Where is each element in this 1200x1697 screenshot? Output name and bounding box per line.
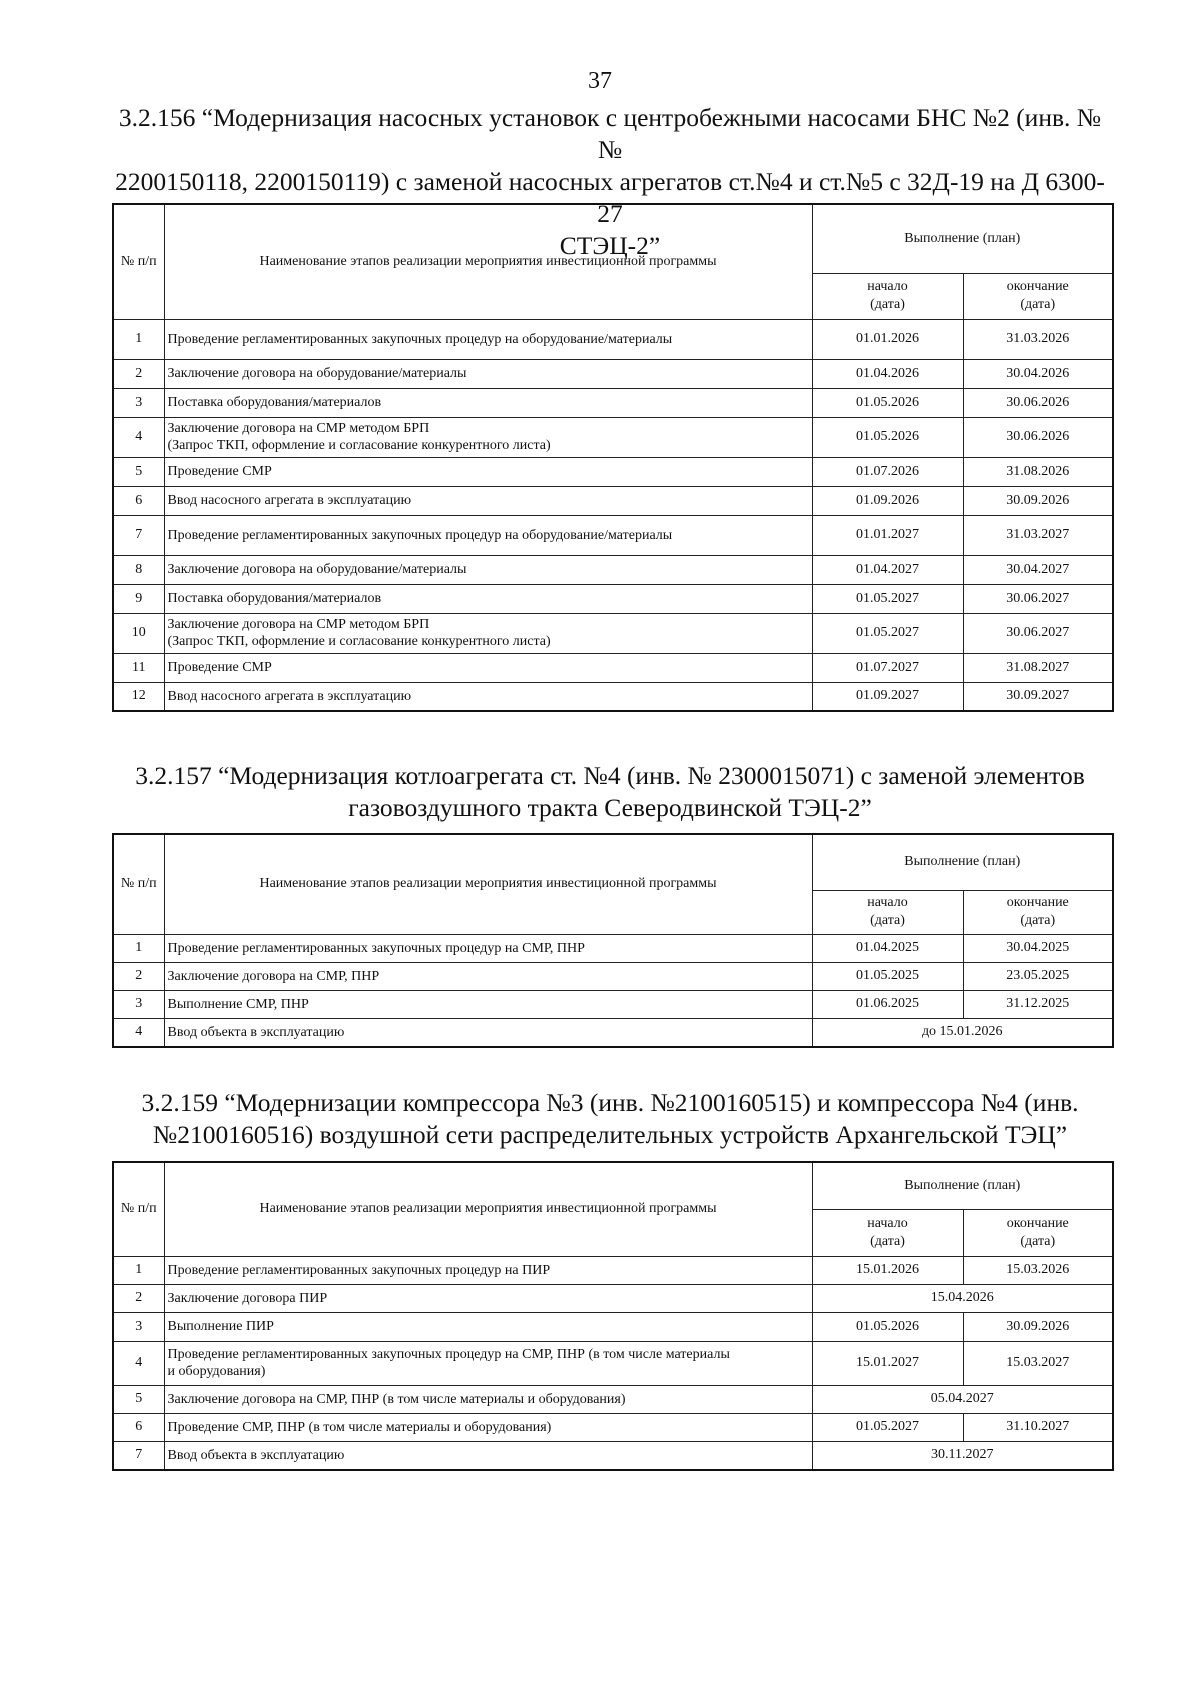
start-date: 01.01.2027 bbox=[812, 515, 963, 555]
table-row bbox=[113, 359, 1113, 388]
end-date: 30.09.2026 bbox=[963, 486, 1113, 515]
start-date: 01.05.2026 bbox=[812, 1312, 963, 1341]
section-title-3-2-159 bbox=[110, 1087, 1110, 1151]
start-date: 15.01.2027 bbox=[812, 1341, 963, 1385]
start-date: 01.09.2027 bbox=[812, 682, 963, 711]
row-number: 9 bbox=[113, 584, 164, 613]
start-date: 01.04.2027 bbox=[812, 555, 963, 584]
stage-name: Выполнение СМР, ПНР bbox=[164, 990, 812, 1018]
row-number: 4 bbox=[113, 1018, 164, 1047]
stage-name: Проведение регламентированных закупочных процедур на ПИР bbox=[164, 1256, 812, 1284]
stage-name: Проведение регламентированных закупочных процедур на оборудование/материалы bbox=[164, 515, 812, 555]
table-row bbox=[113, 1284, 1113, 1312]
header-start: начало (дата) bbox=[812, 1209, 963, 1256]
row-number: 6 bbox=[113, 486, 164, 515]
table-row bbox=[113, 682, 1113, 711]
stage-name: Заключение договора на СМР методом БРП (Запрос ТКП, оформление и согласование конкурентного листа) bbox=[164, 417, 812, 457]
end-date: 31.12.2025 bbox=[963, 990, 1113, 1018]
table-row bbox=[113, 613, 1113, 653]
start-date: 01.01.2026 bbox=[812, 319, 963, 359]
table-row bbox=[113, 417, 1113, 457]
row-number: 3 bbox=[113, 1312, 164, 1341]
stage-name: Заключение договора на оборудование/материалы bbox=[164, 359, 812, 388]
stage-name: Поставка оборудования/материалов bbox=[164, 584, 812, 613]
end-date: 30.06.2026 bbox=[963, 417, 1113, 457]
stage-name: Ввод насосного агрегата в эксплуатацию bbox=[164, 682, 812, 711]
stage-name: Ввод объекта в эксплуатацию bbox=[164, 1018, 812, 1047]
title-line: 3.2.159 “Модернизации компрессора №3 (инв. №2100160515) и компрессора №4 (инв. bbox=[141, 1088, 1079, 1117]
stage-name: Заключение договора ПИР bbox=[164, 1284, 812, 1312]
start-date: 01.05.2025 bbox=[812, 962, 963, 990]
start-date: 01.05.2026 bbox=[812, 417, 963, 457]
row-number: 8 bbox=[113, 555, 164, 584]
start-date: 01.06.2025 bbox=[812, 990, 963, 1018]
header-num: № п/п bbox=[113, 1162, 164, 1256]
stage-name: Ввод объекта в эксплуатацию bbox=[164, 1441, 812, 1470]
stage-name: Заключение договора на СМР, ПНР bbox=[164, 962, 812, 990]
end-date: 30.04.2025 bbox=[963, 934, 1113, 962]
header-num: № п/п bbox=[113, 204, 164, 319]
end-date: 30.04.2027 bbox=[963, 555, 1113, 584]
table-row bbox=[113, 1441, 1113, 1470]
start-date: 01.09.2026 bbox=[812, 486, 963, 515]
start-date: 01.05.2027 bbox=[812, 1413, 963, 1441]
merged-date: до 15.01.2026 bbox=[812, 1018, 1113, 1047]
table-row bbox=[113, 486, 1113, 515]
stage-name: Заключение договора на оборудование/материалы bbox=[164, 555, 812, 584]
merged-date: 15.04.2026 bbox=[812, 1284, 1113, 1312]
title-line: СТЭЦ-2” bbox=[559, 231, 661, 260]
row-number: 7 bbox=[113, 515, 164, 555]
row-number: 2 bbox=[113, 1284, 164, 1312]
end-date: 30.04.2026 bbox=[963, 359, 1113, 388]
page-number: 37 bbox=[588, 68, 612, 94]
row-number: 4 bbox=[113, 1341, 164, 1385]
stage-name: Проведение СМР, ПНР (в том числе материалы и оборудования) bbox=[164, 1413, 812, 1441]
end-date: 23.05.2025 bbox=[963, 962, 1113, 990]
row-number: 2 bbox=[113, 359, 164, 388]
row-number: 12 bbox=[113, 682, 164, 711]
header-execution: Выполнение (план) bbox=[812, 1162, 1113, 1209]
header-end: окончание (дата) bbox=[963, 273, 1113, 319]
row-number: 4 bbox=[113, 417, 164, 457]
table-row bbox=[113, 990, 1113, 1018]
table-row bbox=[113, 653, 1113, 682]
table-row bbox=[113, 1256, 1113, 1284]
table-row bbox=[113, 388, 1113, 417]
header-execution: Выполнение (план) bbox=[812, 204, 1113, 273]
table-row bbox=[113, 934, 1113, 962]
row-number: 5 bbox=[113, 1385, 164, 1413]
title-line: №2100160516) воздушной сети распределительных устройств Архангельской ТЭЦ” bbox=[152, 1120, 1068, 1149]
header-stage: Наименование этапов реализации мероприятия инвестиционной программы bbox=[164, 1162, 812, 1256]
header-start: начало (дата) bbox=[812, 273, 963, 319]
row-number: 3 bbox=[113, 990, 164, 1018]
stage-name: Выполнение ПИР bbox=[164, 1312, 812, 1341]
end-date: 15.03.2026 bbox=[963, 1256, 1113, 1284]
stage-name: Проведение регламентированных закупочных процедур на СМР, ПНР (в том числе материалы и оборудования) bbox=[164, 1341, 812, 1385]
section-title-3-2-157 bbox=[110, 760, 1110, 824]
title-line: 2200150118, 2200150119) с заменой насосных агрегатов ст.№4 и ст.№5 с 32Д-19 на Д 6300-27 bbox=[115, 167, 1105, 228]
table-row bbox=[113, 584, 1113, 613]
merged-date: 05.04.2027 bbox=[812, 1385, 1113, 1413]
header-stage: Наименование этапов реализации мероприятия инвестиционной программы bbox=[164, 834, 812, 934]
end-date: 31.08.2026 bbox=[963, 457, 1113, 486]
header-execution: Выполнение (план) bbox=[812, 834, 1113, 890]
start-date: 01.07.2027 bbox=[812, 653, 963, 682]
row-number: 5 bbox=[113, 457, 164, 486]
schedule-table-3-2-156 bbox=[112, 203, 1114, 712]
table-row bbox=[113, 1385, 1113, 1413]
row-number: 7 bbox=[113, 1441, 164, 1470]
table-row bbox=[113, 555, 1113, 584]
table-row bbox=[113, 457, 1113, 486]
header-end: окончание (дата) bbox=[963, 1209, 1113, 1256]
start-date: 01.05.2026 bbox=[812, 388, 963, 417]
row-number: 1 bbox=[113, 1256, 164, 1284]
header-stage: Наименование этапов реализации мероприятия инвестиционной программы bbox=[164, 204, 812, 319]
header-num: № п/п bbox=[113, 834, 164, 934]
start-date: 01.04.2025 bbox=[812, 934, 963, 962]
title-line: 3.2.157 “Модернизация котлоагрегата ст. №4 (инв. № 2300015071) с заменой элементов bbox=[135, 761, 1085, 790]
end-date: 31.03.2026 bbox=[963, 319, 1113, 359]
row-number: 1 bbox=[113, 319, 164, 359]
end-date: 31.08.2027 bbox=[963, 653, 1113, 682]
table-row bbox=[113, 962, 1113, 990]
row-number: 1 bbox=[113, 934, 164, 962]
stage-name: Проведение регламентированных закупочных процедур на СМР, ПНР bbox=[164, 934, 812, 962]
end-date: 31.03.2027 bbox=[963, 515, 1113, 555]
merged-date: 30.11.2027 bbox=[812, 1441, 1113, 1470]
end-date: 30.06.2027 bbox=[963, 584, 1113, 613]
row-number: 2 bbox=[113, 962, 164, 990]
start-date: 01.05.2027 bbox=[812, 613, 963, 653]
end-date: 31.10.2027 bbox=[963, 1413, 1113, 1441]
start-date: 01.07.2026 bbox=[812, 457, 963, 486]
end-date: 15.03.2027 bbox=[963, 1341, 1113, 1385]
table-row bbox=[113, 515, 1113, 555]
stage-name: Проведение СМР bbox=[164, 653, 812, 682]
start-date: 01.05.2027 bbox=[812, 584, 963, 613]
stage-name: Проведение СМР bbox=[164, 457, 812, 486]
table-row bbox=[113, 1413, 1113, 1441]
table-row bbox=[113, 1312, 1113, 1341]
row-number: 3 bbox=[113, 388, 164, 417]
start-date: 15.01.2026 bbox=[812, 1256, 963, 1284]
header-end: окончание (дата) bbox=[963, 890, 1113, 934]
schedule-table-3-2-159 bbox=[112, 1161, 1114, 1471]
header-start: начало (дата) bbox=[812, 890, 963, 934]
stage-name: Заключение договора на СМР, ПНР (в том числе материалы и оборудования) bbox=[164, 1385, 812, 1413]
stage-name: Ввод насосного агрегата в эксплуатацию bbox=[164, 486, 812, 515]
schedule-table-3-2-157 bbox=[112, 833, 1114, 1048]
title-line: 3.2.156 “Модернизация насосных установок с центробежными насосами БНС №2 (инв. №№ bbox=[118, 103, 1102, 164]
start-date: 01.04.2026 bbox=[812, 359, 963, 388]
stage-name: Поставка оборудования/материалов bbox=[164, 388, 812, 417]
end-date: 30.06.2026 bbox=[963, 388, 1113, 417]
row-number: 6 bbox=[113, 1413, 164, 1441]
table-row bbox=[113, 1341, 1113, 1385]
end-date: 30.09.2027 bbox=[963, 682, 1113, 711]
end-date: 30.06.2027 bbox=[963, 613, 1113, 653]
end-date: 30.09.2026 bbox=[963, 1312, 1113, 1341]
table-row bbox=[113, 1018, 1113, 1047]
stage-name: Проведение регламентированных закупочных процедур на оборудование/материалы bbox=[164, 319, 812, 359]
table-row bbox=[113, 319, 1113, 359]
row-number: 10 bbox=[113, 613, 164, 653]
stage-name: Заключение договора на СМР методом БРП (Запрос ТКП, оформление и согласование конкурентного листа) bbox=[164, 613, 812, 653]
row-number: 11 bbox=[113, 653, 164, 682]
title-line: газовоздушного тракта Северодвинской ТЭЦ-2” bbox=[348, 793, 872, 822]
